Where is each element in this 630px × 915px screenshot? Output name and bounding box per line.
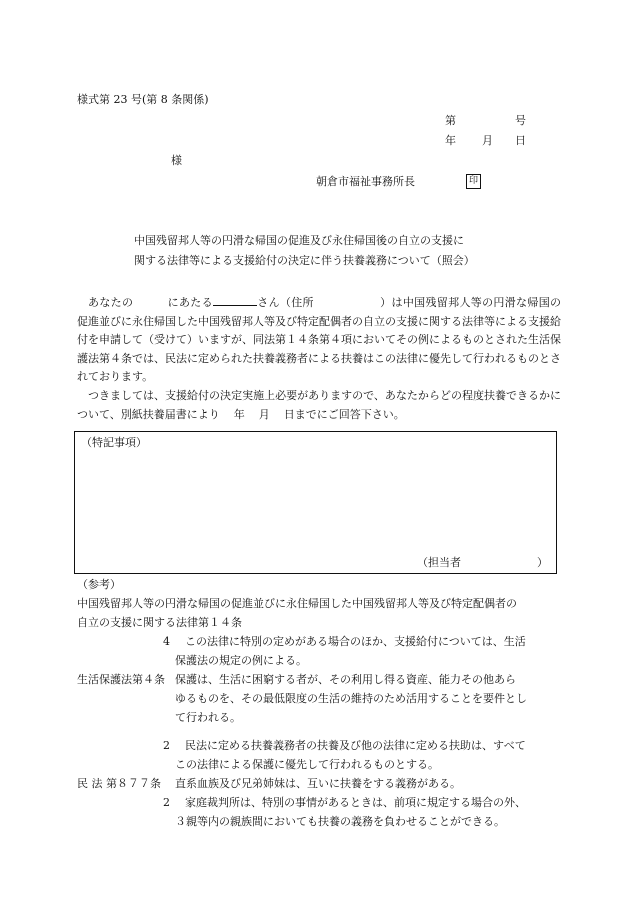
reference-law-line-2: 自立の支援に関する法律第１４条: [77, 616, 242, 629]
number-suffix: 号: [515, 114, 526, 127]
request-paragraph: [77, 387, 561, 424]
number-label: 第: [445, 114, 456, 127]
welfare-2-line-1: 民法に定める扶養義務者の扶養及び他の法律に定める扶助は、すべて: [185, 739, 526, 752]
welfare-law-title: 生活保護法第４条: [77, 673, 165, 686]
art14-line-1: この法律に特別の定めがある場合のほか、支援給付については、生活: [185, 635, 526, 648]
welfare-1-line-1: 保護は、生活に困窮する者が、その利用し得る資産、能力その他あら: [175, 673, 516, 686]
civil-1: 直系血族及び兄弟姉妹は、互いに扶養をする義務がある。: [175, 777, 461, 790]
civil-2-num: 2: [163, 796, 170, 809]
civil-2-line-2: ３親等内の親族間においても扶養の義務を負わせることができる。: [175, 815, 505, 828]
welfare-2-line-2: この法律による保護に優先して行われるものとする。: [175, 758, 439, 771]
para2-day-end: 日までにご回答下さい。: [283, 407, 405, 421]
seal-mark: 印: [466, 174, 481, 189]
reference-law-line-1: 中国残留邦人等の円滑な帰国の促進並びに永住帰国した中国残留邦人等及び特定配偶者の: [77, 597, 517, 610]
date-month: 月: [482, 134, 493, 147]
para1-relation: にあたる: [167, 296, 213, 309]
para1-rest: ）は中国残留邦人等の円滑な帰国の促進並びに永住帰国した中国残留邦人等及び特定配偶者の自立の支援に関する法律等による支援給付を申請して（受けて）いますが、同法第１４条第４項においてその例によるものとされた生活保護法第４条では、民法に定められた扶養義務者による扶養はこの法律に優先して行われるものとされております。: [77, 296, 562, 383]
para2-part1: つきましては、支援給付の決定実施上必要がありますので、あなたからどの程度扶養できるかについて、別紙扶養届書により: [77, 389, 561, 421]
civil-2-line-1: 家庭裁判所は、特別の事情があるときは、前項に規定する場合の外、: [185, 796, 526, 809]
officer-label: （担当者: [417, 556, 461, 569]
para2-month: 月: [258, 407, 270, 421]
sender-name: 朝倉市福祉事務所長: [316, 175, 415, 188]
reference-label: （参考）: [77, 578, 121, 591]
para1-start: あなたの: [88, 296, 134, 309]
title-line-2: 関する法律等による支援給付の決定に伴う扶養義務について（照会）: [134, 254, 475, 267]
welfare-2-num: 2: [163, 739, 170, 752]
inquiry-paragraph: [77, 294, 561, 387]
date-day: 日: [515, 134, 526, 147]
welfare-1-line-3: て行われる。: [175, 711, 241, 724]
special-notes-label: （特記事項）: [81, 436, 147, 449]
para1-san: さん（住所: [256, 296, 314, 309]
special-notes-box: [74, 431, 557, 574]
form-number: 様式第 23 号(第 8 条関係): [77, 93, 209, 106]
addressee-suffix: 様: [171, 154, 182, 167]
date-year: 年: [445, 134, 456, 147]
welfare-1-line-2: ゆるものを、その最低限度の生活の維持のため活用することを要件とし: [175, 692, 527, 705]
art14-line-2: 保護法の規定の例による。: [175, 654, 307, 667]
art14-num: 4: [163, 635, 170, 648]
para2-year: 年: [233, 407, 245, 421]
officer-close: ）: [537, 556, 548, 569]
civil-code-title: 民 法 第８７７条: [77, 777, 161, 790]
name-blank: [213, 294, 257, 306]
title-line-1: 中国残留邦人等の円滑な帰国の促進及び永住帰国後の自立の支援に: [134, 234, 464, 247]
